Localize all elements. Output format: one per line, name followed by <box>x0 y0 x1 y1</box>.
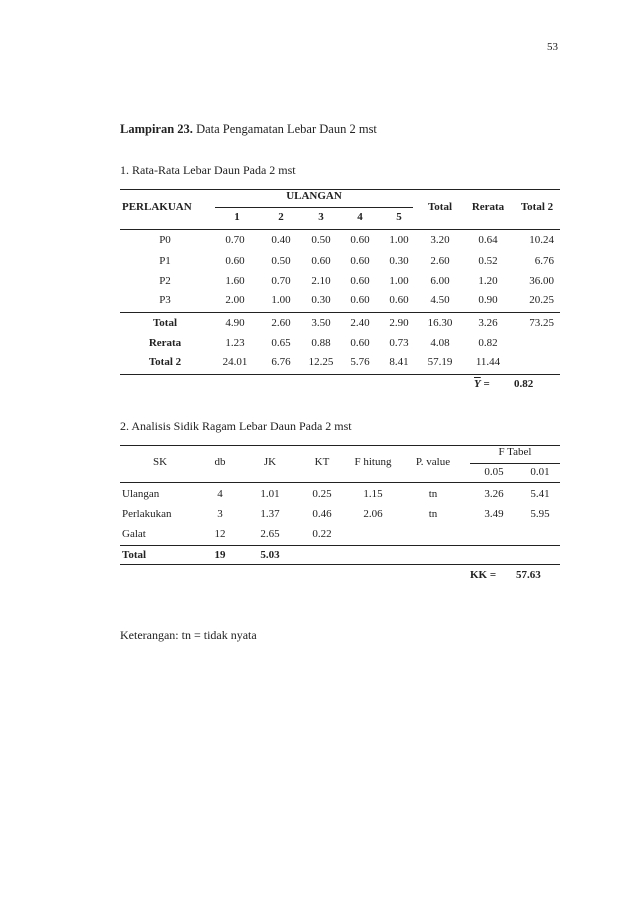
table1-ulangan-rule <box>215 207 413 208</box>
cell: 0.88 <box>311 337 331 349</box>
cell: 36.00 <box>529 275 554 287</box>
cell: 6.00 <box>430 275 450 287</box>
cell: 19 <box>214 549 226 561</box>
header-fhitung: F hitung <box>354 456 392 468</box>
cell: 1.15 <box>363 488 383 500</box>
cell: 16.30 <box>427 317 453 329</box>
cell: 2.90 <box>389 317 409 329</box>
cell: 3.50 <box>311 317 331 329</box>
cell: 0.25 <box>312 488 332 500</box>
header-jk: JK <box>263 456 277 468</box>
cell: 3.20 <box>430 234 450 246</box>
footnote: Keterangan: tn = tidak nyata <box>120 628 257 642</box>
header-rep-2: 2 <box>278 211 284 223</box>
cell: 0.82 <box>478 337 498 349</box>
header-ulangan: ULANGAN <box>286 190 342 202</box>
cell: 0.22 <box>312 528 332 540</box>
cell: 6.76 <box>271 356 291 368</box>
cell: 12 <box>214 528 226 540</box>
cell: 4.50 <box>430 294 450 306</box>
kk-value: 57.63 <box>516 569 541 581</box>
header-rep-4: 4 <box>357 211 363 223</box>
table2-body-rule <box>120 545 560 546</box>
row-label: Ulangan <box>122 488 160 500</box>
cell: 1.00 <box>389 275 409 287</box>
section2-heading: 2. Analisis Sidik Ragam Lebar Daun Pada 2 mst <box>120 419 352 433</box>
section1-heading: 1. Rata-Rata Lebar Daun Pada 2 mst <box>120 163 296 177</box>
row-label: Perlakukan <box>122 508 172 520</box>
cell: 5.95 <box>530 508 550 520</box>
cell: 4.90 <box>225 317 245 329</box>
cell: 2.06 <box>363 508 383 520</box>
cell: 0.65 <box>271 337 291 349</box>
cell: 8.41 <box>389 356 409 368</box>
cell: 0.70 <box>225 234 245 246</box>
header-f005: 0.05 <box>484 466 504 478</box>
cell: 20.25 <box>529 294 554 306</box>
header-rep-5: 5 <box>396 211 402 223</box>
cell: 1.00 <box>389 234 409 246</box>
row-label: Galat <box>122 528 146 540</box>
cell: 24.01 <box>222 356 248 368</box>
kk-label: KK = <box>470 569 497 581</box>
row-label: Total 2 <box>148 356 182 368</box>
cell: 0.60 <box>350 337 370 349</box>
cell: 0.70 <box>271 275 291 287</box>
cell: 2.60 <box>271 317 291 329</box>
cell: 4.08 <box>430 337 450 349</box>
cell: tn <box>428 508 438 520</box>
cell: 2.65 <box>260 528 280 540</box>
row-label: Total <box>122 549 147 561</box>
appendix-title-text: Data Pengamatan Lebar Daun 2 mst <box>196 122 377 136</box>
cell: 0.60 <box>350 255 370 267</box>
table2-header-rule <box>120 482 560 483</box>
cell: 0.50 <box>271 255 291 267</box>
page-number: 53 <box>547 41 558 53</box>
cell: 3.26 <box>484 488 504 500</box>
cell: 6.76 <box>534 255 554 267</box>
cell: 5.03 <box>260 549 280 561</box>
header-sk: SK <box>152 456 168 468</box>
cell: 5.76 <box>350 356 370 368</box>
header-perlakuan: PERLAKUAN <box>122 201 192 213</box>
cell: 0.60 <box>350 294 370 306</box>
row-label: P3 <box>159 294 171 306</box>
cell: 1.00 <box>271 294 291 306</box>
cell: 0.60 <box>225 255 245 267</box>
header-kt: KT <box>314 456 330 468</box>
cell: 10.24 <box>529 234 554 246</box>
grand-mean-label: $\overline{Y}$ = <box>474 378 490 390</box>
cell: 5.41 <box>530 488 550 500</box>
appendix-title <box>120 122 377 137</box>
cell: 12.25 <box>308 356 334 368</box>
table2-ftabel-rule <box>470 463 560 464</box>
cell: tn <box>428 488 438 500</box>
header-ftabel: F Tabel <box>498 446 532 458</box>
cell: 73.25 <box>529 317 554 329</box>
cell: 2.60 <box>430 255 450 267</box>
row-label: Total <box>152 317 178 329</box>
cell: 2.40 <box>350 317 370 329</box>
appendix-label: Lampiran 23. <box>120 122 193 136</box>
row-label: Rerata <box>148 337 182 349</box>
cell: 0.30 <box>311 294 331 306</box>
cell: 2.10 <box>311 275 331 287</box>
cell: 0.60 <box>311 255 331 267</box>
row-label: P1 <box>159 255 171 267</box>
cell: 1.60 <box>225 275 245 287</box>
table2-bottom-rule <box>120 564 560 565</box>
cell: 1.37 <box>260 508 280 520</box>
table1-body-rule <box>120 312 560 313</box>
row-label: P2 <box>159 275 171 287</box>
table1-header-rule <box>120 229 560 230</box>
cell: 0.50 <box>311 234 331 246</box>
header-total2: Total 2 <box>520 201 554 213</box>
header-f001: 0.01 <box>530 466 550 478</box>
cell: 0.60 <box>350 275 370 287</box>
cell: 0.46 <box>312 508 332 520</box>
cell: 0.40 <box>271 234 291 246</box>
cell: 1.20 <box>478 275 498 287</box>
cell: 57.19 <box>427 356 453 368</box>
cell: 0.60 <box>350 234 370 246</box>
grand-mean-value: 0.82 <box>514 378 534 390</box>
header-rep-1: 1 <box>234 211 240 223</box>
header-rep-3: 3 <box>318 211 324 223</box>
cell: 11.44 <box>475 356 501 368</box>
cell: 0.90 <box>478 294 498 306</box>
cell: 1.01 <box>260 488 280 500</box>
cell: 3.26 <box>478 317 498 329</box>
cell: 0.64 <box>478 234 498 246</box>
cell: 0.30 <box>389 255 409 267</box>
cell: 4 <box>217 488 223 500</box>
cell: 3 <box>217 508 223 520</box>
cell: 1.23 <box>225 337 245 349</box>
header-db: db <box>214 456 226 468</box>
cell: 2.00 <box>225 294 245 306</box>
cell: 0.52 <box>478 255 498 267</box>
header-pvalue: P. value <box>415 456 451 468</box>
header-rerata: Rerata <box>471 201 505 213</box>
cell: 3.49 <box>484 508 504 520</box>
row-label: P0 <box>159 234 171 246</box>
header-total: Total <box>427 201 453 213</box>
table1-bottom-rule <box>120 374 560 375</box>
cell: 0.73 <box>389 337 409 349</box>
cell: 0.60 <box>389 294 409 306</box>
